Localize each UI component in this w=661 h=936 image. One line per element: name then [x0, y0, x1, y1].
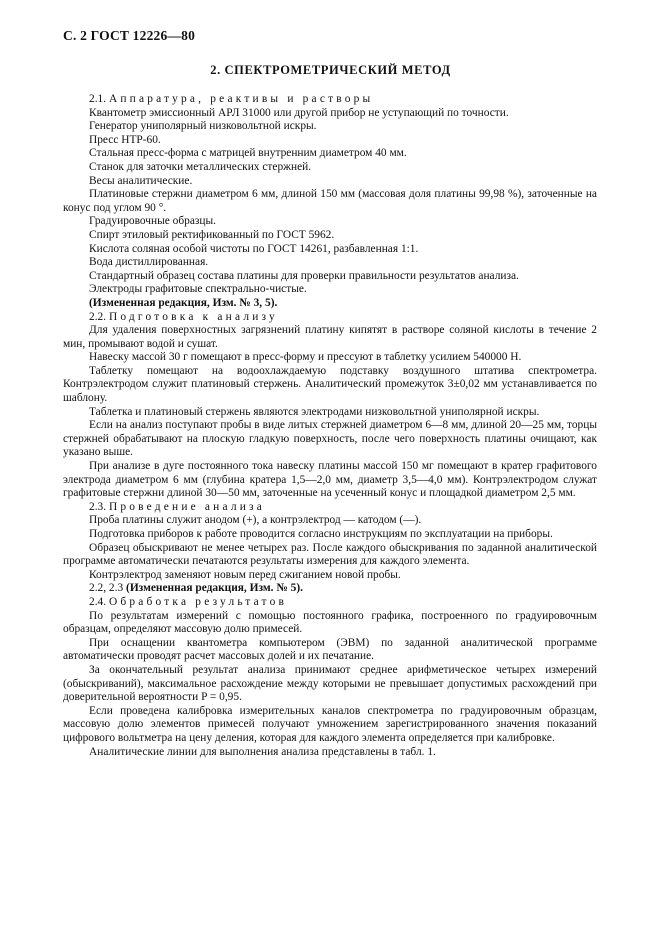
paragraph-text: Электроды графитовые спектрально-чистые.	[89, 283, 307, 296]
paragraph-text: Навеску массой 30 г помещают в пресс-форму и прессуют в таблетку усилием 540000 Н.	[89, 351, 522, 364]
paragraph	[63, 120, 597, 134]
paragraph-text: Таблетку помещают на водоохлаждаемую подставку воздушного штатива спектрометра. Контрэлектродом служит платиновый стержень. Аналитический промежуток 3±0,02 мм устанавливается по шаблону.	[63, 364, 597, 405]
clause-number: 2.2.	[89, 310, 109, 323]
clause-title: Аппаратура, реактивы и растворы	[108, 93, 374, 105]
paragraph	[63, 351, 597, 365]
paragraph	[63, 215, 597, 229]
paragraph	[63, 460, 597, 501]
page-header: С. 2 ГОСТ 12226—80	[63, 28, 196, 43]
paragraph	[63, 419, 597, 460]
paragraph-text: Если проведена калибровка измерительных каналов спектрометра по градуировочным образцам, массовую долю элементов примесей получают умножением зарегистрированного значения показаний цифрового вольтметра на цену деления, которая для каждого элемента определяется при калибровке.	[63, 704, 597, 744]
clause-title: Подготовка к анализу	[108, 310, 278, 323]
section-heading	[63, 596, 597, 610]
paragraph-text: Подготовка приборов к работе проводится согласно инструкциям по эксплуатации на приборы.	[89, 528, 553, 540]
paragraph-text: Платиновые стержни диаметром 6 мм, длиной 150 мм (массовая доля платины 99,98 %), заточенные на конус под углом 90 °.	[63, 188, 597, 214]
paragraph	[63, 528, 597, 542]
paragraph-text: Градуировочные образцы.	[89, 215, 217, 228]
paragraph	[63, 175, 597, 189]
paragraph-text: При оснащении квантометра компьютером (ЭВМ) по заданной аналитической программе автоматически проводят расчет массовых долей и их печатание.	[63, 636, 597, 663]
section-heading	[63, 501, 597, 515]
paragraph	[63, 256, 597, 270]
paragraph	[63, 705, 597, 746]
amendment-text: (Измененная редакция, Изм. № 3, 5).	[89, 296, 278, 309]
paragraph-text: Таблетка и платиновый стержень являются электродами низковольтной униполярной искры.	[89, 405, 540, 418]
paragraph-text: Образец обыскривают не менее четырех раз. После каждого обыскривания по заданной аналитической программе автоматически печатаются результаты измерения для каждого элемента.	[63, 541, 597, 568]
paragraph	[63, 406, 597, 420]
paragraph-text: При анализе в дуге постоянного тока навеску платины массой 150 мг помещают в кратер графитового электрода диаметром 6 мм (глубина кратера 1,5—2,0 мм, диаметр 3,5—4,0 мм). Контрэлектродом служат графитовые стержни длиной 30—50 мм, заточенные на усеченный конус и площадкой диаметром 2,5 мм.	[63, 460, 597, 500]
paragraph	[63, 324, 597, 351]
paragraph	[63, 542, 597, 569]
amendment-text: (Измененная редакция, Изм. № 5).	[126, 582, 303, 595]
clause-number: 2.1.	[89, 93, 109, 105]
paragraph-text: Спирт этиловый ректификованный по ГОСТ 5962.	[89, 228, 335, 241]
paragraph-text: Квантометр эмиссионный АРЛ 31000 или другой прибор не уступающий по точности.	[89, 106, 509, 119]
amendment-note	[63, 297, 597, 311]
paragraph	[63, 107, 597, 121]
paragraph-text: Стандартный образец состава платины для проверки правильности результатов анализа.	[89, 269, 519, 282]
paragraph	[63, 664, 597, 705]
paragraph	[63, 514, 597, 528]
paragraph-text: По результатам измерений с помощью постоянного графика, построенного по градуировочным образцам, определяют массовую долю примесей.	[63, 609, 597, 636]
paragraph	[63, 270, 597, 284]
paragraph-text: За окончательный результат анализа принимают среднее арифметическое четырех измерений (обыскриваний), максимальное расхождение между которыми не превышает допустимых расхождений при доверительной вероятности P = 0,95.	[63, 663, 597, 704]
paragraph-text: Станок для заточки металлических стержней.	[89, 160, 312, 173]
paragraph-text: Для удаления поверхностных загрязнений платину кипятят в растворе соляной кислоты в течение 2 мин, промывают водой и сушат.	[63, 324, 597, 350]
paragraph	[63, 161, 597, 175]
document-body	[63, 93, 597, 759]
clause-number: 2.2, 2.3	[89, 582, 127, 595]
paragraph	[63, 569, 597, 583]
paragraph-text: Пресс НТР-60.	[89, 133, 161, 146]
paragraph-text: Генератор униполярный низковольтной искры.	[89, 120, 317, 133]
clause-title: Обработка результатов	[108, 595, 288, 608]
paragraph	[63, 134, 597, 148]
paragraph	[63, 637, 597, 664]
paragraph	[63, 229, 597, 243]
paragraph	[63, 283, 597, 297]
clause-number: 2.3.	[89, 500, 109, 513]
paragraph-text: Контрэлектрод заменяют новым перед сжиганием новой пробы.	[89, 568, 401, 581]
section-title: 2. СПЕКТРОМЕТРИЧЕСКИЙ МЕТОД	[210, 63, 451, 77]
paragraph-text: Проба платины служит анодом (+), а контрэлектрод — катодом (—).	[89, 514, 422, 527]
paragraph-text: Стальная пресс-форма с матрицей внутренним диаметром 40 мм.	[89, 147, 407, 160]
paragraph-text: Кислота соляная особой чистоты по ГОСТ 14261, разбавленная 1:1.	[89, 242, 419, 255]
paragraph	[63, 365, 597, 406]
paragraph-text: Вода дистиллированная.	[89, 256, 209, 269]
clause-title: Проведение анализа	[108, 500, 265, 513]
paragraph	[63, 610, 597, 637]
amendment-note	[63, 582, 597, 596]
paragraph-text: Весы аналитические.	[89, 174, 193, 187]
clause-number: 2.4.	[89, 595, 109, 608]
paragraph-text: Аналитические линии для выполнения анализа представлены в табл. 1.	[89, 745, 436, 758]
section-heading	[63, 311, 597, 325]
section-heading	[63, 93, 597, 107]
paragraph	[63, 746, 597, 760]
paragraph	[63, 243, 597, 257]
paragraph	[63, 188, 597, 215]
paragraph	[63, 147, 597, 161]
paragraph-text: Если на анализ поступают пробы в виде литых стержней диаметром 6—8 мм, длиной 20—25 мм, торцы стержней обрабатывают на плоскую гладкую поверхность, после чего поверхность платины очищают, как указано выше.	[63, 419, 597, 459]
